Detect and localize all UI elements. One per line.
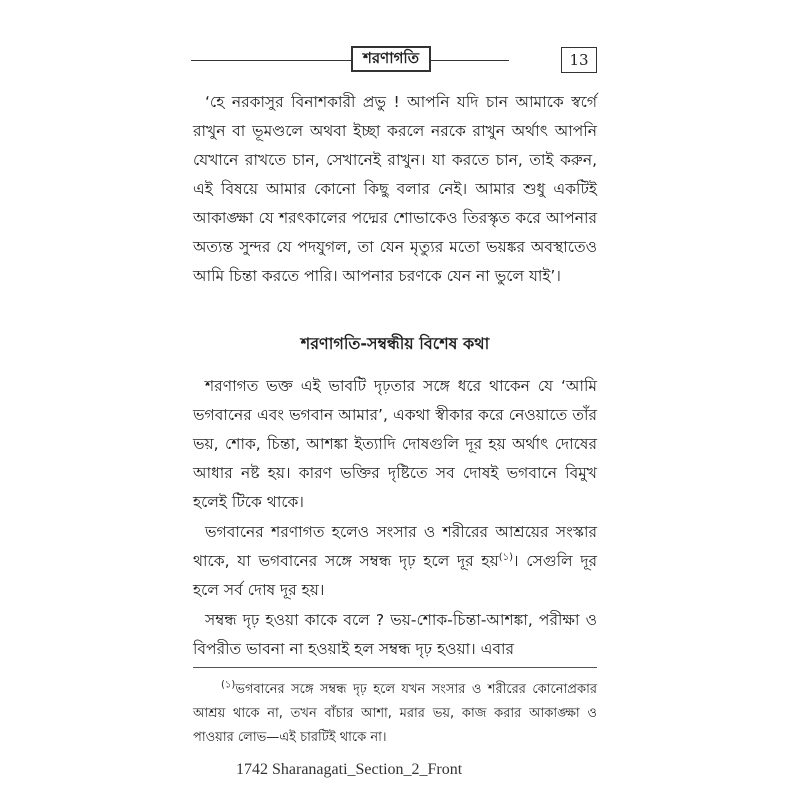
header-rule-right	[431, 60, 509, 61]
footnote-divider	[193, 667, 597, 668]
paragraph-firm-relation: সম্বন্ধ দৃঢ় হওয়া কাকে বলে ? ভয়-শোক-চিন্তা-আশঙ্কা, পরীক্ষা ও বিপরীত ভাবনা না হওয়াই হল সম্বন্ধ দৃঢ় হওয়া। এবার	[193, 611, 597, 658]
paragraph-prayer: ‘হে নরকাসুর বিনাশকারী প্রভু ! আপনি যদি চান আমাকে স্বর্গে রাখুন বা ভূমণ্ডলে অথবা ইচ্ছা করলে নরকে রাখুন অর্থাৎ আপনি যেখানে রাখতে চান, সেখানেই রাখুন। যা করতে চান, তাই করুন, এই বিষয়ে আমার কোনো কিছু বলার নেই। আমার শুধু একটিই আকাঙ্ক্ষা যে শরৎকালের পদ্মের শোভাকেও তিরস্কৃত করে আপনার অত্যন্ত সুন্দর যে পদযুগল, তা যেন মৃত্যুর মতো ভয়ঙ্কর অবস্থাতেও আমি চিন্তা করতে পারি। আপনার চরণকে যেন না ভুলে যাই’।	[193, 93, 597, 285]
paragraph-surrendered-devotee: শরণাগত ভক্ত এই ভাবটি দৃঢ়তার সঙ্গে ধরে থাকেন যে ‘আমি ভগবানের এবং ভগবান আমার’, একথা স্বীকার করে নেওয়াতে তাঁর ভয়, শোক, চিন্তা, আশঙ্কা ইত্যাদি দোষগুলি দূর হয় অর্থাৎ দোষের আধার নষ্ট হয়। কারণ ভক্তির দৃষ্টিতে সব দোষই ভগবানে বিমুখ হলেই টিকে থাকে।	[193, 377, 597, 511]
running-title: শরণাগতি	[351, 46, 431, 72]
footnote	[193, 678, 597, 750]
running-header	[191, 46, 597, 76]
footnote-text: ভগবানের সঙ্গে সম্বন্ধ দৃঢ় হলে যখন সংসার ও শরীরের কোনোপ্রকার আশ্রয় থাকে না, তখন বাঁচার আশা, মরার ভয়, কাজ করার আকাঙ্ক্ষা ও পাওয়ার লোভ—এই চারটিই থাকে না।	[193, 682, 597, 745]
printer-slug: 1742 Sharanagati_Section_2_Front	[236, 761, 463, 778]
page-number: 13	[561, 47, 597, 73]
section-heading: শরণাগতি-সম্বন্ধীয় বিশেষ কথা	[300, 334, 490, 353]
paragraph-samskara	[193, 518, 597, 605]
header-rule-left	[191, 60, 351, 61]
paragraph-samskara-text-end: । সেগুলি দূর হলে সর্ব দোষ দূর হয়।	[193, 552, 597, 599]
paragraph-samskara-text: ভগবানের শরণাগত হলেও সংসার ও শরীরের আশ্রয়ের সংস্কার থাকে, যা ভগবানের সঙ্গে সম্বন্ধ দৃঢ় হলে দূর হয়	[193, 523, 597, 570]
footnote-marker: (১)	[221, 679, 236, 691]
footnote-reference: (১)	[498, 551, 513, 563]
